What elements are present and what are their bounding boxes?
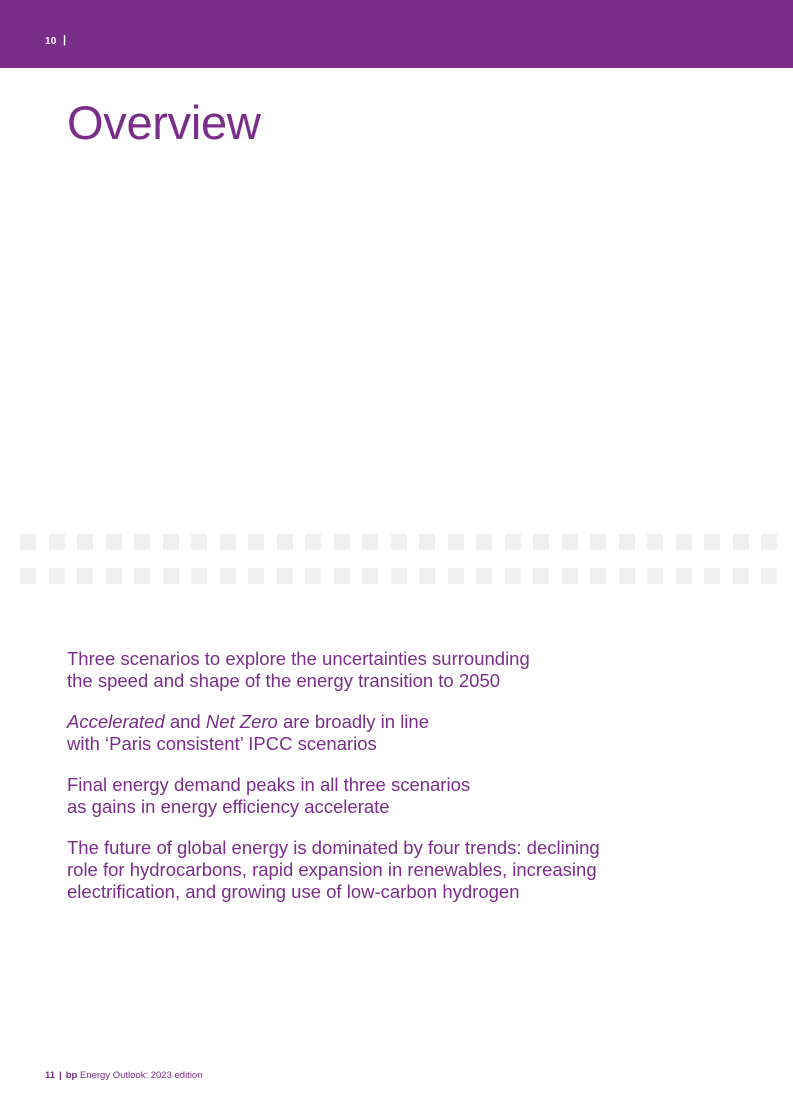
decorative-square <box>733 534 749 550</box>
statement-paragraph <box>67 711 667 755</box>
decorative-square <box>761 534 777 550</box>
footer-separator: | <box>59 1070 62 1081</box>
decorative-square <box>49 534 65 550</box>
decorative-square <box>448 534 464 550</box>
footer-page-number: 11 <box>45 1070 56 1081</box>
decorative-square <box>419 534 435 550</box>
decorative-square <box>391 568 407 584</box>
decorative-square <box>248 534 264 550</box>
footer <box>45 1070 203 1081</box>
decorative-square <box>704 568 720 584</box>
statement-text: with ‘Paris consistent’ IPCC scenarios <box>67 733 377 754</box>
decorative-square <box>77 568 93 584</box>
decorative-square <box>533 534 549 550</box>
footer-brand: bp <box>65 1070 78 1081</box>
decorative-square <box>419 568 435 584</box>
decorative-square <box>590 568 606 584</box>
statement-text: The future of global energy is dominated by four trends: declining <box>67 837 600 858</box>
statement-line <box>67 733 667 755</box>
decorative-square <box>20 534 36 550</box>
key-statements <box>67 648 667 922</box>
decorative-square <box>562 534 578 550</box>
decorative-square <box>163 568 179 584</box>
statement-line <box>67 881 667 903</box>
statement-paragraph <box>67 774 667 818</box>
decorative-square <box>362 534 378 550</box>
statement-line <box>67 837 667 859</box>
decorative-square <box>277 568 293 584</box>
statement-text: are broadly in line <box>277 711 429 732</box>
decorative-square <box>676 534 692 550</box>
statement-line <box>67 796 667 818</box>
decorative-square <box>163 534 179 550</box>
decorative-square <box>448 568 464 584</box>
header-separator: | <box>63 34 67 46</box>
decorative-square <box>733 568 749 584</box>
header-page-number: 10 <box>45 36 57 47</box>
decorative-square <box>619 534 635 550</box>
decorative-square <box>77 534 93 550</box>
statement-text: the speed and shape of the energy transition to 2050 <box>67 670 501 691</box>
statement-text: and <box>164 711 206 732</box>
decorative-square <box>647 534 663 550</box>
decorative-square <box>590 534 606 550</box>
statement-paragraph <box>67 837 667 903</box>
decorative-square <box>134 534 150 550</box>
statement-line <box>67 859 667 881</box>
footer-publication: Energy Outlook: 2023 edition <box>79 1070 203 1081</box>
decorative-square <box>49 568 65 584</box>
decorative-square <box>305 534 321 550</box>
decorative-square <box>647 568 663 584</box>
decorative-square <box>562 568 578 584</box>
decorative-square <box>761 568 777 584</box>
header-bar <box>0 0 793 68</box>
decorative-square <box>106 534 122 550</box>
decorative-square <box>248 568 264 584</box>
statement-text: as gains in energy efficiency accelerate <box>67 796 390 817</box>
decorative-square <box>220 568 236 584</box>
page-title: Overview <box>67 96 261 149</box>
statement-text: Final energy demand peaks in all three scenarios <box>67 774 471 795</box>
decorative-square <box>676 568 692 584</box>
statement-line <box>67 774 667 796</box>
statement-line <box>67 670 667 692</box>
decorative-square <box>362 568 378 584</box>
statement-text: role for hydrocarbons, rapid expansion in renewables, increasing <box>67 859 597 880</box>
decorative-square <box>476 534 492 550</box>
decorative-square <box>220 534 236 550</box>
statement-line <box>67 711 667 733</box>
decorative-square <box>505 534 521 550</box>
scenario-name: Net Zero <box>205 711 278 732</box>
decorative-square <box>391 534 407 550</box>
decorative-square <box>277 534 293 550</box>
decorative-square <box>619 568 635 584</box>
decorative-square <box>334 568 350 584</box>
decorative-square <box>704 534 720 550</box>
decorative-square <box>20 568 36 584</box>
decorative-square <box>191 568 207 584</box>
statement-text: electrification, and growing use of low-carbon hydrogen <box>67 881 520 902</box>
decorative-square-row-1 <box>0 534 793 550</box>
decorative-square <box>106 568 122 584</box>
statement-line <box>67 648 667 670</box>
decorative-square-row-2 <box>0 568 793 584</box>
statement-paragraph <box>67 648 667 692</box>
decorative-square <box>334 534 350 550</box>
decorative-square <box>305 568 321 584</box>
scenario-name: Accelerated <box>67 711 165 732</box>
decorative-square <box>191 534 207 550</box>
decorative-square <box>134 568 150 584</box>
decorative-square <box>476 568 492 584</box>
decorative-square <box>533 568 549 584</box>
statement-text: Three scenarios to explore the uncertainties surrounding <box>67 648 530 669</box>
decorative-square <box>505 568 521 584</box>
